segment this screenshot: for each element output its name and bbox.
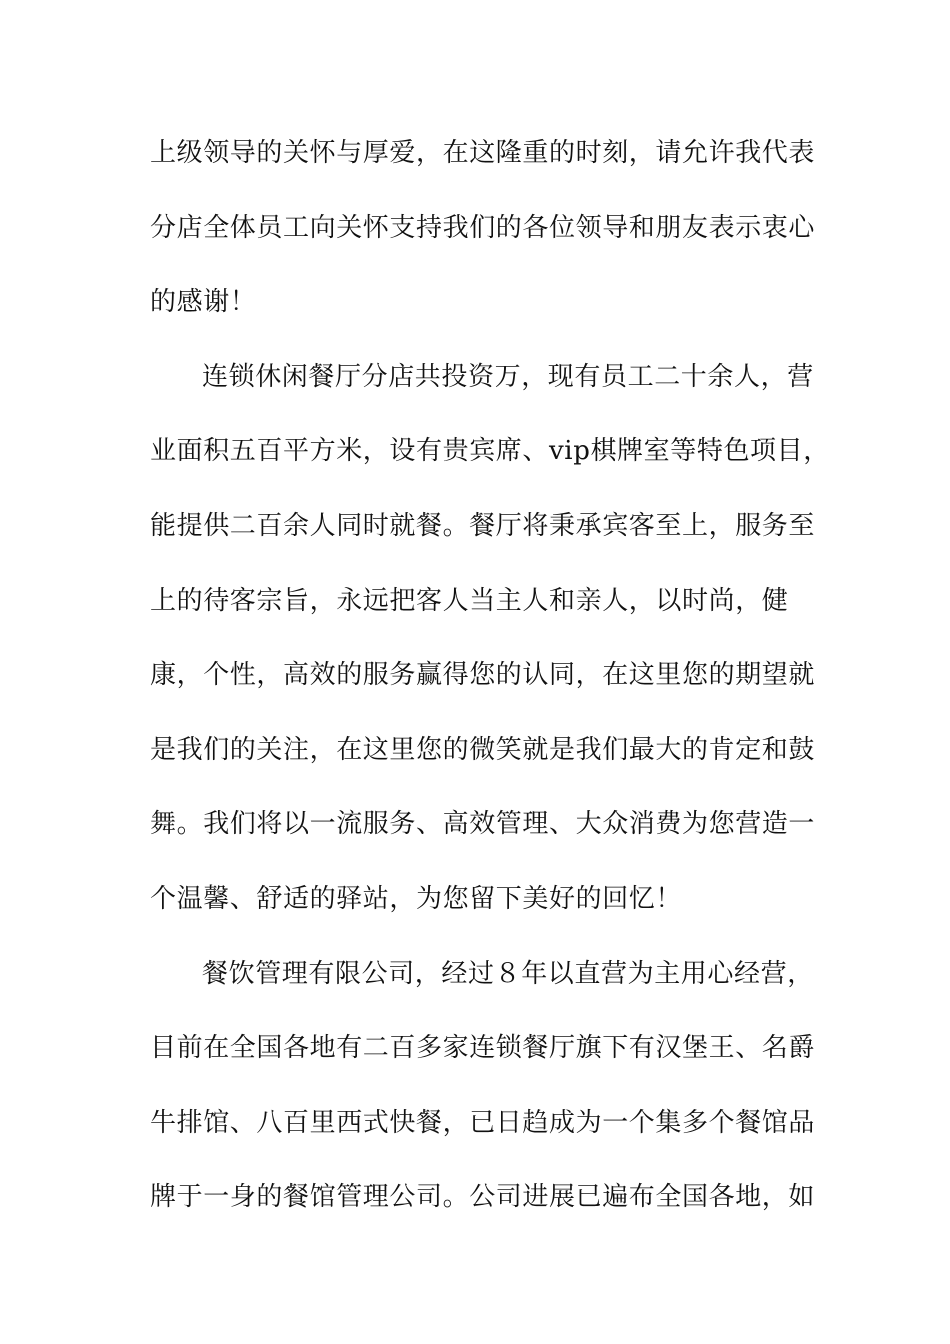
text-line: 个温馨、舒适的驿站，为您留下美好的回忆！ (150, 883, 683, 914)
text-line: 上级领导的关怀与厚爱，在这隆重的时刻，请允许我代表 (150, 138, 816, 168)
text-line: 是我们的关注，在这里您的微笑就是我们最大的肯定和鼓 (150, 734, 816, 765)
text-line: 的感谢！ (150, 287, 257, 318)
text-line: 能提供二百余人同时就餐。餐厅将秉承宾客至上，服务至 (150, 510, 816, 541)
paragraph-start-line: 连锁休闲餐厅分店共投资万，现有员工二十余人，营 (202, 361, 814, 392)
text-line: 牌于一身的餐馆管理公司。公司进展已遍布全国各地，如 (150, 1182, 816, 1213)
text-line: 牛排馆、八百里西式快餐，已日趋成为一个集多个餐馆品 (150, 1107, 816, 1138)
text-line: 康，个性，高效的服务赢得您的认同，在这里您的期望就 (150, 660, 816, 691)
text-line: 上的待客宗旨，永远把客人当主人和亲人，以时尚，健 (150, 585, 789, 616)
paragraph-start-line: 餐饮管理有限公司，经过８年以直营为主用心经营， (202, 958, 814, 989)
text-line: 舞。我们将以一流服务、高效管理、大众消费为您营造一 (150, 809, 816, 840)
text-line: 分店全体员工向关怀支持我们的各位领导和朋友表示衷心 (150, 212, 816, 243)
document-body (150, 116, 830, 1235)
text-line: 目前在全国各地有二百多家连锁餐厅旗下有汉堡王、名爵 (150, 1033, 816, 1064)
text-line: 业面积五百平方米，设有贵宾席、vip棋牌室等特色项目， (150, 436, 830, 467)
